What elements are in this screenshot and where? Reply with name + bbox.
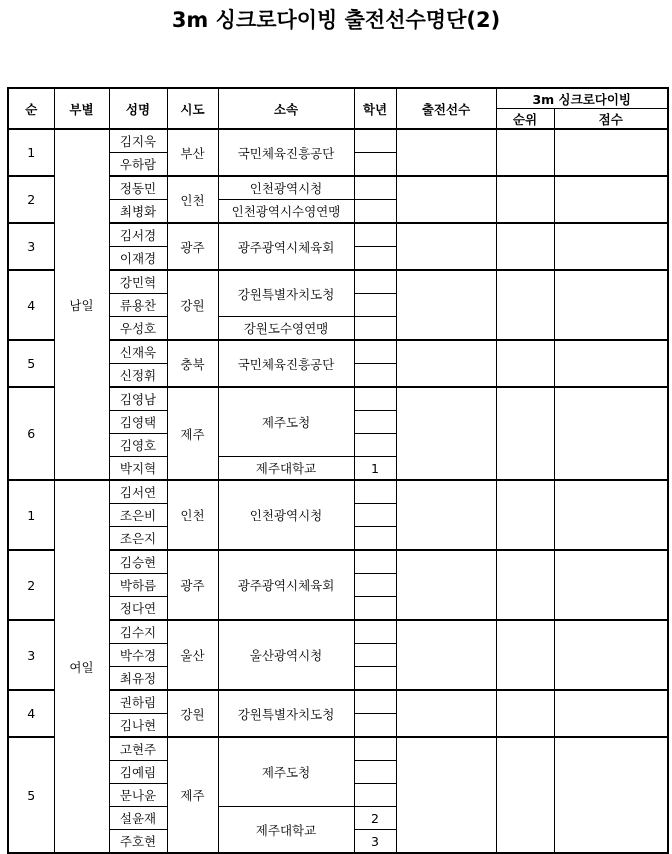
entrant-cell: [396, 550, 496, 620]
affiliation: 국민체육진흥공단: [218, 340, 354, 387]
score-cell: [554, 620, 668, 690]
athlete-name: 고현주: [109, 737, 167, 761]
team-number: 5: [8, 737, 54, 853]
athlete-name: 김지욱: [109, 129, 167, 153]
affiliation: 강원특별자치도청: [218, 270, 354, 317]
grade: [354, 387, 396, 411]
entrant-cell: [396, 340, 496, 387]
affiliation: 울산광역시청: [218, 620, 354, 690]
affiliation: 제주대학교: [218, 457, 354, 481]
athlete-name: 박수경: [109, 644, 167, 667]
grade: [354, 690, 396, 714]
affiliation: 강원도수영연맹: [218, 317, 354, 341]
team-number: 4: [8, 690, 54, 737]
score-cell: [554, 176, 668, 223]
score-cell: [554, 480, 668, 550]
rank-cell: [496, 270, 554, 340]
grade: 1: [354, 457, 396, 481]
athlete-name: 김영호: [109, 434, 167, 457]
city-name: 강원: [167, 690, 218, 737]
grade: [354, 480, 396, 504]
grade: [354, 620, 396, 644]
city-name: 충북: [167, 340, 218, 387]
affiliation: 제주도청: [218, 737, 354, 807]
affiliation: 광주광역시체육회: [218, 550, 354, 620]
athlete-name: 정다연: [109, 597, 167, 621]
athlete-name: 주호현: [109, 830, 167, 854]
athlete-name: 최유정: [109, 667, 167, 691]
rank-cell: [496, 737, 554, 853]
athlete-name: 김예림: [109, 761, 167, 784]
grade: [354, 200, 396, 224]
city-name: 강원: [167, 270, 218, 340]
score-cell: [554, 387, 668, 480]
grade: [354, 644, 396, 667]
page-title: 3m 싱크로다이빙 출전선수명단(2): [171, 8, 501, 32]
affiliation: 광주광역시체육회: [218, 223, 354, 270]
city-name: 인천: [167, 176, 218, 223]
header-entrant: 출전선수: [396, 88, 496, 129]
affiliation: 인천광역시수영연맹: [218, 200, 354, 224]
affiliation: 제주도청: [218, 387, 354, 457]
grade: [354, 247, 396, 271]
division-label: 남일: [54, 129, 109, 480]
team-number: 1: [8, 129, 54, 176]
header-division: 부별: [54, 88, 109, 129]
rank-cell: [496, 620, 554, 690]
rank-cell: [496, 480, 554, 550]
score-cell: [554, 690, 668, 737]
athlete-name: 김승현: [109, 550, 167, 574]
score-cell: [554, 129, 668, 176]
athlete-name: 김서경: [109, 223, 167, 247]
header-rank: 순위: [496, 109, 554, 130]
athlete-name: 우하람: [109, 153, 167, 177]
rank-cell: [496, 550, 554, 620]
entrant-cell: [396, 176, 496, 223]
score-cell: [554, 550, 668, 620]
entrant-cell: [396, 129, 496, 176]
city-name: 제주: [167, 737, 218, 853]
grade: 2: [354, 807, 396, 830]
team-number: 4: [8, 270, 54, 340]
athlete-name: 설윤재: [109, 807, 167, 830]
team-number: 2: [8, 550, 54, 620]
affiliation: 인천광역시청: [218, 480, 354, 550]
team-number: 5: [8, 340, 54, 387]
women-division-body: [8, 480, 668, 853]
team-number: 2: [8, 176, 54, 223]
header-event: 3m 싱크로다이빙: [496, 88, 668, 109]
grade: [354, 153, 396, 177]
score-cell: [554, 270, 668, 340]
rank-cell: [496, 223, 554, 270]
grade: [354, 784, 396, 807]
grade: [354, 504, 396, 527]
rank-cell: [496, 129, 554, 176]
grade: [354, 737, 396, 761]
entrant-cell: [396, 387, 496, 480]
entrant-cell: [396, 480, 496, 550]
city-name: 부산: [167, 129, 218, 176]
team-number: 3: [8, 620, 54, 690]
grade: [354, 667, 396, 691]
affiliation: 국민체육진흥공단: [218, 129, 354, 176]
athlete-name: 류용찬: [109, 294, 167, 317]
men-division-body: [8, 129, 668, 480]
city-name: 제주: [167, 387, 218, 480]
rank-cell: [496, 690, 554, 737]
athlete-name: 우성호: [109, 317, 167, 341]
header-grade: 학년: [354, 88, 396, 129]
score-cell: [554, 223, 668, 270]
division-label: 여일: [54, 480, 109, 853]
city-name: 광주: [167, 550, 218, 620]
athlete-name: 김수지: [109, 620, 167, 644]
athlete-name: 최병화: [109, 200, 167, 224]
header-affiliation: 소속: [218, 88, 354, 129]
grade: [354, 129, 396, 153]
grade: [354, 527, 396, 551]
grade: [354, 550, 396, 574]
header-name: 성명: [109, 88, 167, 129]
score-cell: [554, 340, 668, 387]
affiliation: 제주대학교: [218, 807, 354, 854]
score-cell: [554, 737, 668, 853]
athlete-name: 김영남: [109, 387, 167, 411]
athlete-name: 신재욱: [109, 340, 167, 364]
athlete-name: 조은비: [109, 504, 167, 527]
header-city: 시도: [167, 88, 218, 129]
athlete-name: 권하림: [109, 690, 167, 714]
grade: [354, 574, 396, 597]
entrant-cell: [396, 620, 496, 690]
rank-cell: [496, 176, 554, 223]
team-number: 1: [8, 480, 54, 550]
city-name: 광주: [167, 223, 218, 270]
entrant-cell: [396, 223, 496, 270]
header-no: 순: [8, 88, 54, 129]
grade: [354, 317, 396, 341]
entry-list-table: [7, 87, 669, 854]
entrant-cell: [396, 690, 496, 737]
athlete-name: 조은지: [109, 527, 167, 551]
athlete-name: 정동민: [109, 176, 167, 200]
entrant-cell: [396, 737, 496, 853]
grade: [354, 714, 396, 738]
grade: [354, 597, 396, 621]
team-number: 6: [8, 387, 54, 480]
header-score: 점수: [554, 109, 668, 130]
athlete-name: 김나현: [109, 714, 167, 738]
table-row: [8, 480, 668, 504]
affiliation: 강원특별자치도청: [218, 690, 354, 737]
grade: [354, 434, 396, 457]
athlete-name: 강민혁: [109, 270, 167, 294]
athlete-name: 문나윤: [109, 784, 167, 807]
grade: [354, 761, 396, 784]
athlete-name: 김영택: [109, 411, 167, 434]
athlete-name: 박지혁: [109, 457, 167, 481]
grade: [354, 270, 396, 294]
city-name: 울산: [167, 620, 218, 690]
rank-cell: [496, 340, 554, 387]
grade: [354, 364, 396, 388]
affiliation: 인천광역시청: [218, 176, 354, 200]
grade: [354, 411, 396, 434]
athlete-name: 박하름: [109, 574, 167, 597]
grade: 3: [354, 830, 396, 854]
athlete-name: 신정휘: [109, 364, 167, 388]
grade: [354, 223, 396, 247]
athlete-name: 김서연: [109, 480, 167, 504]
grade: [354, 176, 396, 200]
city-name: 인천: [167, 480, 218, 550]
grade: [354, 340, 396, 364]
table-row: [8, 129, 668, 153]
rank-cell: [496, 387, 554, 480]
team-number: 3: [8, 223, 54, 270]
grade: [354, 294, 396, 317]
athlete-name: 이재경: [109, 247, 167, 271]
entrant-cell: [396, 270, 496, 340]
